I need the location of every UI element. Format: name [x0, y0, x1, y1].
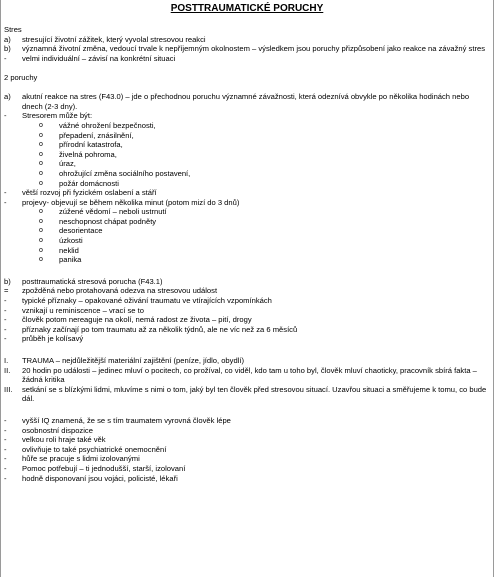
bullet-icon: o	[39, 217, 43, 225]
roman-list-item	[1, 356, 493, 366]
list-marker: -	[4, 305, 7, 315]
list-item-text: osobnostní dispozice	[22, 425, 93, 435]
list-item	[1, 111, 493, 121]
bullet-icon: o	[39, 246, 43, 254]
sub-list-item-text: neschopnost chápat podněty	[59, 216, 157, 226]
list-item-text: hodně disponovaní jsou vojáci, policisté, lékaři	[22, 473, 178, 483]
list-marker: -	[4, 334, 7, 344]
document-title: POSTTRAUMATICKÉ PORUCHY	[170, 3, 324, 14]
list-item	[1, 474, 493, 484]
list-item-text: 20 hodin po události – jedinec mluví o pocitech, co prožíval, co viděl, kdo tam u toho byl, člověk mluví chaoticky, pracovník sbírá fakta – žádná kritika	[22, 365, 477, 385]
list-item	[1, 35, 493, 45]
list-item-text: setkání se s blízkými lidmi, mluvíme s nimi o tom, jaký byl ten člověk před stresovou situací. Uzavřou situaci a směřujeme k tomu, co bude dál.	[22, 384, 487, 404]
bullet-icon: o	[39, 179, 43, 187]
roman-list-item	[1, 366, 493, 385]
list-item-text: Pomoc potřebují – ti jednodušší, starší, izolovaní	[22, 463, 186, 473]
list-marker: -	[4, 188, 7, 198]
sub-list-item-text: úraz,	[59, 159, 76, 169]
list-item	[1, 188, 493, 198]
list-item	[1, 198, 493, 208]
list-marker: -	[4, 53, 7, 63]
list-marker: -	[4, 315, 7, 325]
list-marker: b)	[4, 44, 11, 54]
bullet-icon: o	[39, 237, 43, 245]
list-marker: b)	[4, 276, 11, 286]
list-marker: a)	[4, 92, 11, 102]
sub-list-item-text: neklid	[59, 245, 79, 255]
sub-list-item-text: přírodní katastrofa,	[59, 140, 123, 150]
list-item-text: akutní reakce na stres (F43.0) – jde o přechodnou poruchu významné závažnosti, která odeznívá obvykle po několika hodinách nebo dnech (2-3 dny).	[22, 92, 470, 111]
list-item	[1, 306, 493, 316]
sub-list-item-text: vážné ohrožení bezpečnosti,	[59, 120, 156, 130]
list-marker: -	[4, 463, 7, 473]
list-marker: a)	[4, 34, 11, 44]
bullet-icon: o	[39, 150, 43, 158]
sub-list-item	[1, 179, 493, 189]
bullet-icon: o	[39, 131, 43, 139]
list-item-text: posttraumatická stresová porucha (F43.1)	[22, 276, 163, 286]
list-item	[1, 92, 493, 111]
roman-list-item	[1, 385, 493, 404]
list-item	[1, 44, 493, 54]
list-marker: -	[4, 425, 7, 435]
bullet-icon: o	[39, 160, 43, 168]
list-item	[1, 315, 493, 325]
list-marker: I.	[4, 356, 9, 365]
sub-list-item	[1, 159, 493, 169]
list-item	[1, 277, 493, 287]
bullet-icon: o	[39, 227, 43, 235]
list-item	[1, 296, 493, 306]
list-item-text: významná životní změna, vedoucí trvale k nepříjemným okolnostem – výsledkem jsou poruchy přizpůsobení jako reakce na závažný stres	[22, 44, 486, 54]
sub-list-item	[1, 131, 493, 141]
list-item	[1, 464, 493, 474]
sub-list-item	[1, 169, 493, 179]
sub-list-item-text: desorientace	[59, 226, 103, 236]
list-item	[1, 445, 493, 455]
list-marker: -	[4, 324, 7, 334]
list-item	[1, 325, 493, 335]
list-item-text: ovlivňuje to také psychiatrické onemocnění	[22, 444, 167, 454]
sub-list-item-text: úzkosti	[59, 236, 83, 246]
list-item-text: větší rozvoj při fyzickém oslabení a stáří	[22, 188, 157, 198]
sub-list-item	[1, 246, 493, 256]
list-marker: -	[4, 435, 7, 445]
list-item	[1, 416, 493, 426]
list-item-text: TRAUMA – nejdůležitější materiální zajištění (peníze, jídlo, obydlí)	[22, 356, 245, 365]
sub-list-item-text: zúžené vědomí – neboli ustrnutí	[59, 207, 167, 217]
list-item-text: typické příznaky – opakované oživání traumatu ve vtírajících vzpomínkách	[22, 296, 272, 306]
list-item-text: stresující životní zážitek, který vyvolal stresovou reakci	[22, 34, 206, 44]
list-marker: -	[4, 415, 7, 425]
list-item	[1, 286, 493, 296]
list-marker: -	[4, 197, 7, 207]
list-marker: -	[4, 473, 7, 483]
sub-list-item-text: požár domácnosti	[59, 178, 119, 188]
list-item	[1, 54, 493, 64]
sub-list-item	[1, 236, 493, 246]
list-item-text: průběh je kolísavý	[22, 334, 84, 344]
list-item-text: zpožděná nebo protahovaná odezva na stresovou událost	[22, 286, 218, 296]
list-item-text: Stresorem může být:	[22, 111, 93, 121]
list-item-text: hůře se pracuje s lidmi izolovanými	[22, 454, 140, 464]
list-marker: =	[4, 286, 9, 296]
bullet-icon: o	[39, 169, 43, 177]
list-marker: -	[4, 454, 7, 464]
sub-list-item	[1, 226, 493, 236]
list-item	[1, 454, 493, 464]
list-item	[1, 435, 493, 445]
list-item-text: velkou roli hraje také věk	[22, 435, 106, 445]
sub-list-item-text: panika	[59, 255, 82, 265]
bullet-icon: o	[39, 121, 43, 129]
list-marker: -	[4, 444, 7, 454]
sub-list-item-text: živelná pohroma,	[59, 149, 117, 159]
list-item	[1, 426, 493, 436]
section-heading-poruchy: 2 poruchy	[4, 72, 38, 82]
sub-list-item	[1, 121, 493, 131]
list-marker: -	[4, 296, 7, 306]
list-item-text: vznikají u reminiscence – vrací se to	[22, 305, 144, 315]
list-item	[1, 334, 493, 344]
list-item-text: projevy- objevují se během několika minut (potom mizí do 3 dnů)	[22, 197, 240, 207]
sub-list-item	[1, 255, 493, 265]
sub-list-item-text: ohrožující změna sociálního postavení,	[59, 168, 191, 178]
sub-list-item	[1, 150, 493, 160]
list-marker: -	[4, 111, 7, 121]
list-item-text: příznaky začínají po tom traumatu až za několik týdnů, ale ne víc než za 6 měsíců	[22, 324, 298, 334]
sub-list-item	[1, 140, 493, 150]
list-item-text: člověk potom nereaguje na okolí, nemá radost ze života – pití, drogy	[22, 315, 252, 325]
list-marker: III.	[4, 384, 13, 394]
list-marker: II.	[4, 365, 11, 375]
list-item-text: velmi individuální – závisí na konkrétní situaci	[22, 53, 176, 63]
sub-list-item-text: přepadení, znásilnění,	[59, 130, 134, 140]
bullet-icon: o	[39, 208, 43, 216]
sub-list-item	[1, 217, 493, 227]
sub-list-item	[1, 207, 493, 217]
bullet-icon: o	[39, 256, 43, 264]
bullet-icon: o	[39, 141, 43, 149]
section-heading-stres: Stres	[4, 25, 22, 34]
list-item-text: vyšší IQ znamená, že se s tím traumatem vyrovná člověk lépe	[22, 415, 231, 425]
